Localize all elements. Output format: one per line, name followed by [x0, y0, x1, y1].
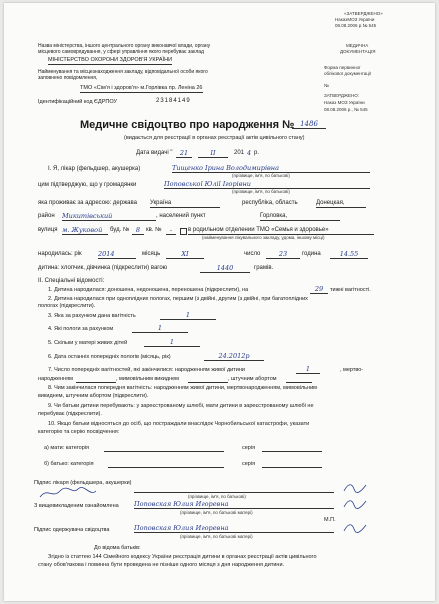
q8-line-1: 8. Чим закінчилася попередня вагітність: народженням живої дитини, мертвонародженням, мимовільним — [48, 385, 317, 391]
special-heading: ІІ. Спеціальні відомості: — [38, 278, 105, 284]
approved-label: ЗАТВЕРДЖЕНО: — [324, 93, 360, 98]
q7-miscarriage: , мимовільним викиднем — [116, 376, 179, 382]
q7-stillbirth-line — [76, 381, 116, 383]
ministry-caption-2: місцевого самоврядування, у сфері управління якого перебуває заклад — [38, 49, 204, 55]
birth-month: XI — [166, 250, 204, 259]
q7-stillbirth: народженням — [38, 376, 73, 382]
q2-line-2: пологах (підкреслити). — [38, 303, 96, 309]
q5-value: 1 — [144, 338, 200, 347]
q6-text: 6. Дата останніх попередніх пологів (місяць, рік) — [48, 354, 171, 360]
ministry-caption-1: Назва міністерства, іншого центрального органу виконавчої влади, органу — [38, 43, 211, 49]
q1-end: тижні вагітності. — [330, 287, 371, 293]
issue-year-end: р. — [254, 150, 260, 156]
ministry-name: МІНІСТЕРСТВО ОХОРОНИ ЗДОРОВ'Я УКРАЇНИ — [48, 57, 173, 63]
doctor-prefix: І. Я, лікар (фельдшер, акушерка) — [48, 166, 141, 172]
q10-line-1: 10. Якщо батьки відносяться до осіб, що постраждали внаслідок Чорнобильської катастрофи, указати — [48, 421, 310, 427]
order-date: 08.08.2006 р., № 545 — [324, 107, 368, 112]
q3-value: 1 — [160, 311, 216, 320]
form-number: № — [324, 83, 329, 88]
republic-label: республіка, область — [242, 200, 298, 206]
flat-label: кв. № — [146, 227, 162, 233]
issue-date-label: Дата видачі " — [136, 150, 173, 156]
father-category-line — [108, 466, 224, 468]
q7-value: 1 — [296, 365, 320, 374]
q7-line-1-end: , мертво- — [340, 367, 364, 373]
acknowledged-label: З вищевикладеним ознайомлена — [34, 503, 119, 509]
certificate-subtitle: (видається для реєстрації в органах реєстрації актів цивільного стану) — [124, 135, 305, 141]
q1-weeks: 29 — [310, 285, 328, 294]
address-city: Горловка, — [260, 213, 340, 221]
q3-text: 3. Яка за рахунком дана вагітність — [48, 313, 136, 319]
q4-value: 1 — [132, 324, 188, 333]
house-label: буд. № — [110, 227, 130, 233]
address-district: Микитівський — [62, 212, 156, 221]
sex-label: дитина: хлопчик, дівчинка (підкреслити) вагою — [38, 265, 168, 271]
mother-category-label: а) мати: категорія — [44, 445, 89, 451]
approval-line-2: НаказМОЗ України — [335, 17, 375, 22]
father-category-label: б) батько: категорія — [44, 461, 94, 467]
mother-series-label: серія — [242, 445, 256, 451]
born-label: народилась: рік — [38, 251, 82, 257]
district-label: район — [38, 213, 55, 219]
doctor-signature-line — [134, 491, 334, 493]
doctor-signature-label: Підпис лікаря (фельдшера, акушерки) — [34, 480, 132, 486]
address-label: яка проживає за адресою: держава — [38, 200, 137, 206]
mother-category-line — [104, 450, 224, 452]
seal-place: М.П. — [324, 517, 336, 523]
notice-line-1: Згідно із статтею 144 Сімейного кодексу України реєстрація дитини в органах реєстрації актів цивільного — [48, 554, 317, 560]
q2-line-1: 2. Дитина народилася при одноплідних пологах, першим (з двійні, другим (з двійні, при багатоплідних — [48, 296, 308, 302]
certificate-title: Медичне свідоцтво про народження № — [80, 119, 295, 131]
med-doc-line-2: ДОКУМЕНТАЦІЯ — [340, 49, 376, 54]
edrpou-label: Ідентифікаційний код ЄДРПОУ — [38, 99, 118, 105]
signature-caption-3: (прізвище, ім'я, по батькові матері) — [180, 534, 253, 539]
notice-heading: До відома батьків: — [94, 545, 141, 551]
father-series-label: серія — [242, 461, 256, 467]
address-region: Донецкая, — [316, 200, 366, 208]
address-house: 8 — [132, 226, 144, 235]
doctor-name: Тищенко Ірина Володимирівна — [172, 164, 370, 173]
recipient-signature-label: Підпис одержувача свідоцтва — [34, 527, 110, 533]
q7-abortion: , штучним абортом — [228, 376, 277, 382]
address-flat: - — [166, 226, 176, 235]
issue-day: 21 — [176, 149, 192, 158]
q9-line-2: перебуває (підкреслити). — [38, 411, 102, 417]
hospital-caption: (найменування лікувального закладу, удома, іншому місці) — [202, 235, 325, 240]
issue-year-suffix: 4 — [247, 149, 252, 157]
address-street: м. Жуковой — [62, 226, 108, 235]
q1-text: 1. Дитина народилася: доношена, недоношена, переношена (підкреслити), на — [48, 287, 249, 293]
q6-value: 24.2012р — [204, 352, 264, 361]
recipient-signature-icon — [342, 521, 368, 535]
father-series-line — [262, 466, 322, 468]
mother-name: Поповської Юлії Ігорівни — [164, 180, 370, 189]
q10-line-2: категорію та серію посвідчення: — [38, 429, 120, 435]
birth-month-label: місяць — [142, 251, 161, 257]
q5-text: 5. Скільки у матері живих дітей — [48, 340, 128, 346]
birth-time: 14.55 — [330, 250, 368, 259]
q8-line-2: викиднем, штучним абортом (підкреслити). — [38, 393, 149, 399]
approval-line-3: 08.08.2006 р.№ 545 — [335, 23, 377, 28]
doctor-initials-icon — [342, 481, 368, 495]
doctor-caption: (прізвище, ім'я, по батькові) — [232, 173, 290, 178]
issue-month: II — [198, 149, 228, 158]
certificate-number: 1486 — [292, 120, 326, 129]
form-label-2: облікової документації — [324, 71, 372, 76]
institution-caption-2: заповнено повідомлення, — [38, 75, 98, 81]
signature-caption-2: (прізвище, ім'я, по батькові матері) — [180, 510, 253, 515]
hospital-name: в родильном отделении ТМО «Семья и здоровье» — [188, 227, 374, 235]
confirm-text: цим підтверджую, що у громадянки — [38, 182, 137, 188]
birth-weight: 1440 — [200, 264, 250, 273]
birth-day-label: число — [244, 251, 261, 257]
q4-text: 4. Які пологи за рахунком — [48, 326, 114, 332]
mother-series-line — [262, 450, 322, 452]
q7-line-1: 7. Число попередніх вагітностей, які закінчилися: народженням живої дитини — [48, 367, 245, 373]
settlement-label: , населений пункт — [156, 213, 206, 219]
q7-miscarriage-line — [188, 381, 228, 383]
approval-line-1: «ЗАТВЕРДЖЕНО» — [344, 11, 383, 16]
address-country: Україна — [150, 200, 220, 208]
order-label: Наказ МОЗ України — [324, 100, 365, 105]
med-doc-line-1: МЕДИЧНА — [346, 43, 369, 48]
mother-signature-icon — [342, 497, 368, 511]
doctor-signature-icon — [38, 485, 98, 501]
weight-unit: грамів. — [254, 265, 274, 271]
issue-year-prefix: 201 — [234, 150, 245, 156]
mother-caption: (прізвище, ім'я, по батькові) — [232, 189, 290, 194]
certificate-page — [4, 3, 435, 601]
mother-signature-name: Поповская Юлия Игоревна — [134, 500, 334, 509]
checkbox-mark — [180, 228, 187, 235]
birth-time-label: година — [302, 251, 321, 257]
street-label: вулиця — [38, 227, 58, 233]
q7-abortion-line — [286, 381, 312, 383]
form-label: Форма первинної — [324, 65, 361, 70]
edrpou-value: 23184149 — [156, 98, 191, 104]
signature-caption-1: (прізвище, ім'я, по батькові) — [188, 494, 246, 499]
birth-day: 23 — [266, 250, 300, 259]
birth-year: 2014 — [98, 250, 136, 259]
institution-name: ТМО «Сім'я і здоров'я» м.Горлівка пр. Леніна 26 — [80, 85, 203, 91]
q9-line-1: 9. Чи батьки дитини перебувають: у зареєстрованому шлюбі, мати дитини в зареєстрованому шлюбі не — [48, 403, 314, 409]
notice-line-2: стану обов'язкова і повинна бути проведена не пізніше одного місяця з дня народження дитини. — [38, 562, 285, 568]
recipient-signature-name: Поповская Юлия Игоревна — [134, 524, 334, 533]
institution-caption-1: Найменування та місцезнаходження закладу, відповідальної особи якого — [38, 69, 208, 75]
